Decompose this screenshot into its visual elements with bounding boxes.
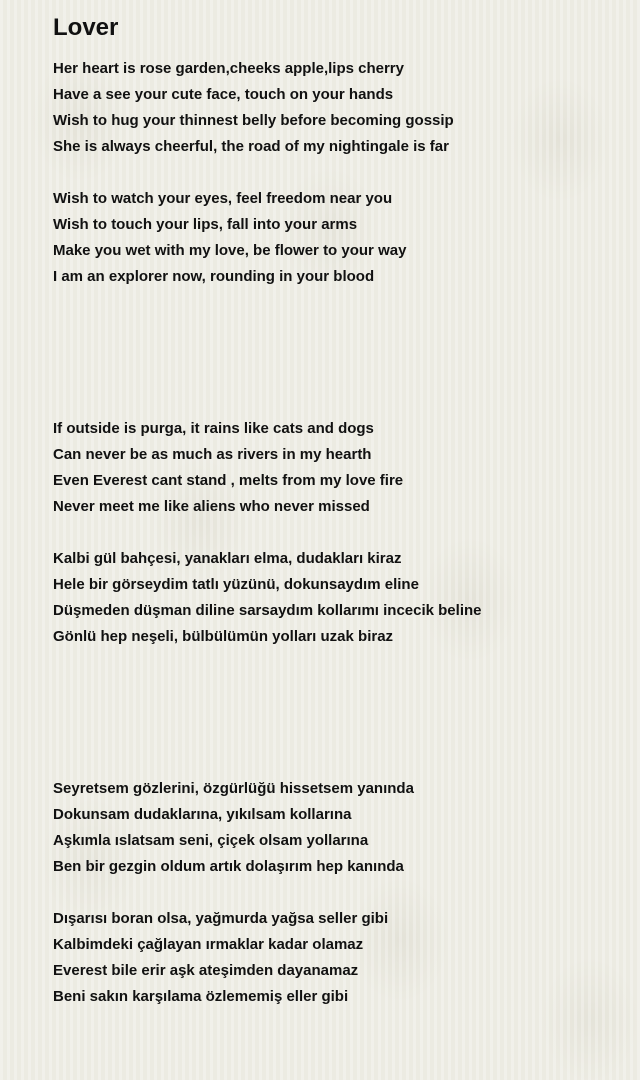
poem-line: Hele bir görseydim tatlı yüzünü, dokunsaydım eline	[53, 576, 419, 593]
stanza-gap	[53, 880, 633, 906]
stanza-3	[53, 416, 633, 520]
poem-line: Wish to watch your eyes, feel freedom near you	[53, 190, 393, 207]
poem-line: Düşmeden düşman diline sarsaydım kollarımı incecik beline	[53, 602, 482, 619]
poem-line: Never meet me like aliens who never missed	[53, 498, 370, 515]
poem-line: Have a see your cute face, touch on your hands	[53, 86, 394, 103]
poem-line: Aşkımla ıslatsam seni, çiçek olsam yollarına	[53, 832, 369, 849]
stanza-gap	[53, 160, 633, 186]
poem-line: Dokunsam dudaklarına, yıkılsam kollarına	[53, 806, 352, 823]
poem-line: Wish to hug your thinnest belly before becoming gossip	[53, 112, 454, 129]
poem-line: Dışarısı boran olsa, yağmurda yağsa seller gibi	[53, 910, 389, 927]
poem-line: Even Everest cant stand , melts from my love fire	[53, 472, 404, 489]
poem-line: Wish to touch your lips, fall into your arms	[53, 216, 358, 233]
stanza-5	[53, 776, 633, 880]
poem-line: Kalbimdeki çağlayan ırmaklar kadar olamaz	[53, 936, 364, 953]
poem-title: Lover	[53, 14, 119, 41]
poem-line: Everest bile erir aşk ateşimden dayanamaz	[53, 962, 359, 979]
poem-line: Her heart is rose garden,cheeks apple,lips cherry	[53, 60, 404, 77]
poem-line: Kalbi gül bahçesi, yanakları elma, dudakları kiraz	[53, 550, 402, 567]
poem-line: If outside is purga, it rains like cats and dogs	[53, 420, 374, 437]
poem-line: Make you wet with my love, be flower to your way	[53, 242, 407, 259]
stanza-gap	[53, 290, 633, 416]
poem-line: Beni sakın karşılama özlememiş eller gibi	[53, 988, 349, 1005]
poem-line: Ben bir gezgin oldum artık dolaşırım hep kanında	[53, 858, 404, 875]
stanza-gap	[53, 520, 633, 546]
poem-line: Seyretsem gözlerini, özgürlüğü hissetsem yanında	[53, 780, 414, 797]
stanza-6	[53, 906, 633, 1010]
poem-line: She is always cheerful, the road of my nightingale is far	[53, 138, 449, 155]
poem	[53, 12, 633, 1010]
poem-line: Gönlü hep neşeli, bülbülümün yolları uzak biraz	[53, 628, 394, 645]
poem-line: I am an explorer now, rounding in your blood	[53, 268, 375, 285]
poem-line: Can never be as much as rivers in my hearth	[53, 446, 372, 463]
stanza-2	[53, 186, 633, 290]
stanza-4	[53, 546, 633, 650]
stanza-1	[53, 56, 633, 160]
stanza-gap	[53, 650, 633, 776]
